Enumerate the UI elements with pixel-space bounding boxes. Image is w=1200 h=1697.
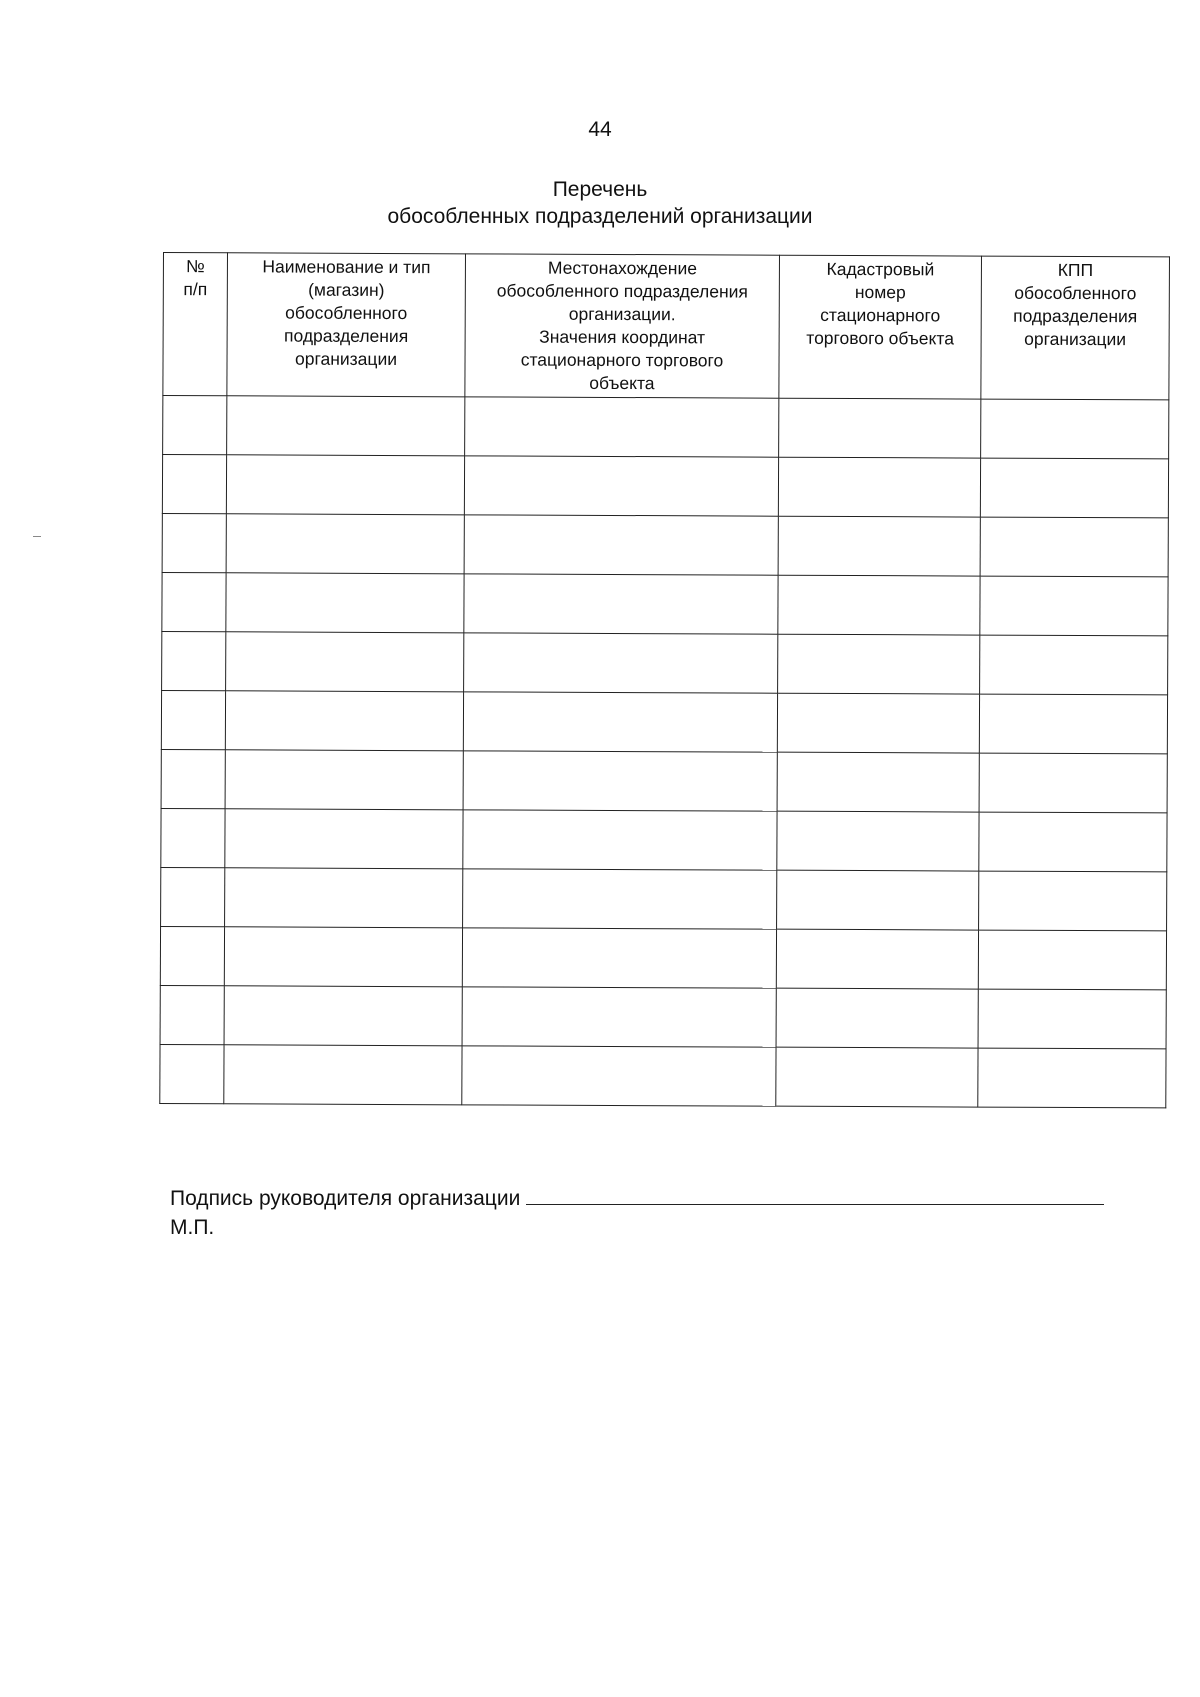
cell-name-type[interactable] xyxy=(225,691,463,751)
cell-kpp[interactable] xyxy=(978,989,1166,1049)
table-row xyxy=(161,808,1167,871)
cell-cadastral-number[interactable] xyxy=(778,575,980,635)
document-title xyxy=(0,176,1200,230)
branches-table xyxy=(159,252,1170,1108)
table-row xyxy=(162,572,1168,635)
cell-name-type[interactable] xyxy=(225,809,463,869)
table-row xyxy=(161,749,1167,812)
table-row xyxy=(162,513,1168,576)
cell-cadastral-number[interactable] xyxy=(776,1047,978,1107)
cell-name-type[interactable] xyxy=(226,514,464,574)
table-row xyxy=(161,867,1167,930)
cell-location[interactable] xyxy=(464,574,778,634)
cell-number[interactable] xyxy=(161,867,225,926)
cell-location[interactable] xyxy=(462,1046,776,1106)
cell-number[interactable] xyxy=(162,572,226,631)
page-number: 44 xyxy=(588,118,612,141)
header-kpp: КПП обособленного подразделения организации xyxy=(981,256,1170,400)
cell-kpp[interactable] xyxy=(980,517,1168,577)
cell-kpp[interactable] xyxy=(978,1048,1166,1108)
cell-name-type[interactable] xyxy=(226,632,464,692)
cell-kpp[interactable] xyxy=(979,871,1167,931)
cell-location[interactable] xyxy=(464,633,778,693)
cell-location[interactable] xyxy=(463,869,777,929)
cell-cadastral-number[interactable] xyxy=(777,752,979,812)
cell-number[interactable] xyxy=(160,1044,224,1103)
table-row xyxy=(162,455,1168,518)
table-header-row xyxy=(163,253,1170,400)
cell-kpp[interactable] xyxy=(979,694,1167,754)
header-number: № п/п xyxy=(163,253,228,396)
cell-number[interactable] xyxy=(161,749,225,808)
cell-cadastral-number[interactable] xyxy=(778,457,980,517)
table-row xyxy=(160,1044,1166,1107)
cell-location[interactable] xyxy=(464,456,778,516)
cell-kpp[interactable] xyxy=(978,930,1166,990)
cell-kpp[interactable] xyxy=(981,399,1169,459)
cell-name-type[interactable] xyxy=(227,396,465,456)
cell-location[interactable] xyxy=(463,751,777,811)
cell-cadastral-number[interactable] xyxy=(777,811,979,871)
cell-kpp[interactable] xyxy=(979,753,1167,813)
cell-number[interactable] xyxy=(162,513,226,572)
cell-kpp[interactable] xyxy=(980,635,1168,695)
cell-name-type[interactable] xyxy=(226,573,464,633)
cell-name-type[interactable] xyxy=(224,927,462,987)
scan-mark xyxy=(33,536,41,537)
cell-cadastral-number[interactable] xyxy=(776,988,978,1048)
cell-location[interactable] xyxy=(464,515,778,575)
table-row xyxy=(162,631,1168,694)
cell-kpp[interactable] xyxy=(980,458,1168,518)
cell-kpp[interactable] xyxy=(980,576,1168,636)
header-cadastral-number: Кадастровый номер стационарного торгового объекта xyxy=(779,255,982,399)
signature-label: Подпись руководителя организации xyxy=(170,1187,521,1210)
cell-location[interactable] xyxy=(465,397,779,457)
cell-name-type[interactable] xyxy=(224,1045,462,1105)
cell-location[interactable] xyxy=(463,810,777,870)
title-line-2: обособленных подразделений организации xyxy=(387,205,813,228)
table-row xyxy=(160,926,1166,989)
cell-number[interactable] xyxy=(162,455,226,514)
cell-cadastral-number[interactable] xyxy=(778,516,980,576)
signature-line[interactable] xyxy=(526,1184,1104,1205)
title-line-1: Перечень xyxy=(552,178,648,201)
table-row xyxy=(160,985,1166,1048)
cell-cadastral-number[interactable] xyxy=(779,398,981,458)
cell-number[interactable] xyxy=(161,690,225,749)
table-row xyxy=(163,396,1169,459)
cell-location[interactable] xyxy=(462,928,776,988)
header-name-type: Наименование и тип (магазин) обособленного подразделения организации xyxy=(227,253,466,397)
cell-location[interactable] xyxy=(462,987,776,1047)
cell-cadastral-number[interactable] xyxy=(778,634,980,694)
cell-kpp[interactable] xyxy=(979,812,1167,872)
cell-name-type[interactable] xyxy=(224,986,462,1046)
cell-number[interactable] xyxy=(161,808,225,867)
cell-number[interactable] xyxy=(163,396,227,455)
signature-block xyxy=(170,1184,1104,1213)
cell-name-type[interactable] xyxy=(226,455,464,515)
stamp-label: М.П. xyxy=(170,1216,215,1239)
cell-name-type[interactable] xyxy=(225,750,463,810)
cell-number[interactable] xyxy=(162,631,226,690)
table-body xyxy=(160,396,1169,1108)
cell-cadastral-number[interactable] xyxy=(777,693,979,753)
cell-number[interactable] xyxy=(160,926,224,985)
cell-cadastral-number[interactable] xyxy=(776,929,978,989)
cell-number[interactable] xyxy=(160,985,224,1044)
table-row xyxy=(161,690,1167,753)
cell-cadastral-number[interactable] xyxy=(777,870,979,930)
cell-location[interactable] xyxy=(463,692,777,752)
header-location: Местонахождение обособленного подразделения организации. Значения координат стационарного торгового объекта xyxy=(465,254,780,398)
cell-name-type[interactable] xyxy=(225,868,463,928)
